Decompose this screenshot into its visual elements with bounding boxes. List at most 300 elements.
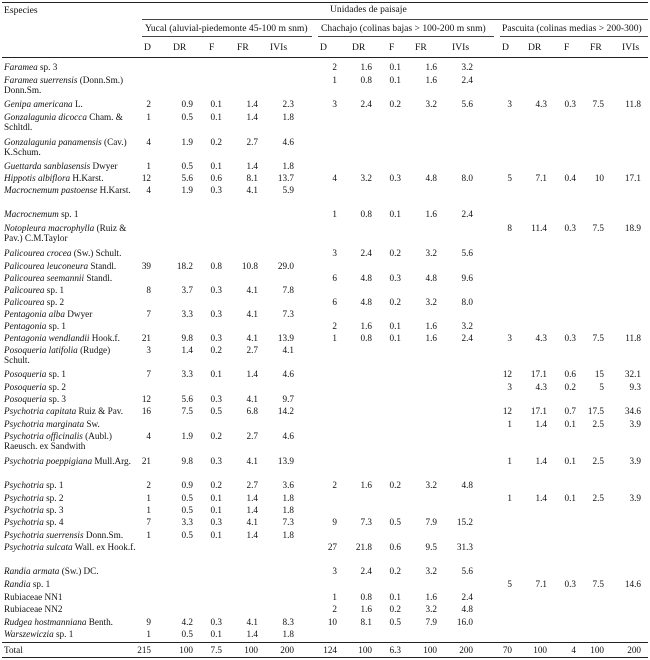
species-authority: Benth. <box>86 617 113 627</box>
species-name <box>4 333 136 343</box>
species-binomial: Palicourea <box>4 297 45 307</box>
col-header-y-dr: DR <box>173 42 187 53</box>
species-authority: sp. 3 <box>37 62 58 72</box>
cell-y-ivis: 5.9 <box>282 185 294 195</box>
cell-y-ivis: 7.3 <box>282 517 294 527</box>
cell-c-d: 3 <box>332 99 337 109</box>
species-authority: (Aubl.) Raeusch. ex Sandwith <box>4 431 112 452</box>
cell-c-dr: 0.8 <box>360 592 372 602</box>
species-name <box>4 273 136 283</box>
cell-y-f: 0.3 <box>210 309 222 319</box>
cell-c-fr: 1.6 <box>425 209 437 219</box>
cell-y-fr: 2.7 <box>246 345 258 355</box>
cell-y-d: 16 <box>141 406 151 416</box>
species-binomial: Palicourea leuconeura <box>4 261 89 271</box>
species-name <box>4 579 136 589</box>
species-name <box>4 419 136 429</box>
total-p-dr: 100 <box>533 645 547 655</box>
species-name <box>4 604 136 614</box>
cell-y-dr: 0.9 <box>181 99 193 109</box>
cell-p-d: 8 <box>507 223 512 233</box>
total-c-f: 6.3 <box>389 645 401 655</box>
cell-y-dr: 9.8 <box>181 456 193 466</box>
cell-p-d: 5 <box>507 173 512 183</box>
cell-c-dr: 7.3 <box>360 517 372 527</box>
species-name <box>4 99 136 109</box>
cell-c-fr: 3.2 <box>425 604 437 614</box>
cell-p-f: 0.4 <box>564 173 576 183</box>
cell-p-dr: 11.4 <box>531 223 547 233</box>
species-authority: Wall. ex Hook.f. <box>72 542 136 552</box>
species-binomial: Psychotria capitata <box>4 406 77 416</box>
cell-c-f: 0.5 <box>389 517 401 527</box>
species-binomial: Guettarda sanblasensis <box>4 161 91 171</box>
cell-c-dr: 1.6 <box>360 480 372 490</box>
top-rule <box>2 2 648 3</box>
cell-y-ivis: 9.7 <box>282 394 294 404</box>
species-authority: sp. 2 <box>46 382 67 392</box>
cell-p-fr: 2.5 <box>592 493 604 503</box>
species-binomial: Pentagonia alba <box>4 309 65 319</box>
cell-y-dr: 0.5 <box>181 493 193 503</box>
cell-y-f: 0.6 <box>210 173 222 183</box>
cell-c-ivis: 3.2 <box>461 321 473 331</box>
cell-y-fr: 8.1 <box>246 173 258 183</box>
group-rule-yucal <box>142 36 312 37</box>
species-binomial: Psychotria sulcata <box>4 542 73 552</box>
cell-c-ivis: 2.4 <box>461 75 473 85</box>
cell-c-fr: 1.6 <box>425 333 437 343</box>
cell-c-d: 10 <box>327 617 337 627</box>
species-binomial: Faramea suerrensis <box>4 75 78 85</box>
species-binomial: Macrocnemum pastoense <box>4 185 98 195</box>
species-authority: H.Karst. <box>97 185 131 195</box>
cell-c-f: 0.2 <box>389 248 401 258</box>
col-header-c-fr: FR <box>415 42 427 53</box>
species-authority: sp. 1 <box>43 480 64 490</box>
cell-c-ivis: 8.0 <box>461 297 473 307</box>
cell-c-fr: 1.6 <box>425 62 437 72</box>
species-binomial: Posoqueria <box>4 394 47 404</box>
species-authority: Donn.Sm. <box>83 530 124 540</box>
total-y-f: 7.5 <box>210 645 222 655</box>
total-rule <box>2 642 648 643</box>
total-c-dr: 100 <box>358 645 372 655</box>
cell-y-f: 0.1 <box>210 493 222 503</box>
cell-c-f: 0.3 <box>389 273 401 283</box>
species-name <box>4 517 136 527</box>
cell-c-dr: 2.4 <box>360 99 372 109</box>
cell-y-d: 2 <box>146 99 151 109</box>
cell-p-ivis: 18.9 <box>624 223 641 233</box>
cell-y-f: 0.1 <box>210 99 222 109</box>
total-p-f: 4 <box>571 645 576 655</box>
cell-c-ivis: 2.4 <box>461 333 473 343</box>
cell-c-fr: 4.8 <box>425 173 437 183</box>
cell-y-d: 1 <box>146 505 151 515</box>
species-name <box>4 382 136 392</box>
cell-c-dr: 4.8 <box>360 273 372 283</box>
species-name <box>4 345 136 366</box>
species-binomial: Hippotis albiflora <box>4 173 71 183</box>
species-authority: sp. 2 <box>44 297 65 307</box>
cell-p-f: 0.3 <box>564 223 576 233</box>
cell-y-dr: 0.9 <box>181 480 193 490</box>
cell-y-dr: 1.9 <box>181 137 193 147</box>
cell-y-ivis: 7.3 <box>282 309 294 319</box>
species-name <box>4 394 136 404</box>
species-binomial: Posoqueria latifolia <box>4 345 78 355</box>
species-name <box>4 75 136 96</box>
species-binomial: Randia <box>4 579 31 589</box>
group-header-chachajo: Chachajo (colinas bajas > 100-200 m snm) <box>321 23 486 34</box>
species-name <box>4 406 136 416</box>
species-binomial: Posoqueria <box>4 382 47 392</box>
cell-c-dr: 0.8 <box>360 209 372 219</box>
species-binomial: Palicourea crocea <box>4 248 72 258</box>
cell-c-fr: 3.2 <box>425 99 437 109</box>
cell-y-d: 1 <box>146 493 151 503</box>
species-name <box>4 542 136 552</box>
species-authority: sp. 1 <box>58 209 79 219</box>
cell-c-dr: 1.6 <box>360 321 372 331</box>
cell-c-dr: 1.6 <box>360 62 372 72</box>
cell-y-ivis: 14.2 <box>277 406 294 416</box>
total-p-ivis: 200 <box>627 645 641 655</box>
cell-c-ivis: 5.6 <box>461 248 473 258</box>
cell-p-d: 1 <box>507 419 512 429</box>
cell-y-ivis: 8.3 <box>282 617 294 627</box>
cell-y-dr: 0.5 <box>181 112 193 122</box>
cell-p-fr: 10 <box>594 173 604 183</box>
species-binomial: Psychotria <box>4 517 44 527</box>
cell-y-f: 0.1 <box>210 112 222 122</box>
cell-y-ivis: 1.8 <box>282 493 294 503</box>
cell-p-ivis: 17.1 <box>624 173 641 183</box>
species-binomial: Posoqueria <box>4 369 47 379</box>
cell-y-ivis: 1.8 <box>282 505 294 515</box>
cell-y-fr: 1.4 <box>246 161 258 171</box>
cell-y-d: 4 <box>146 137 151 147</box>
cell-y-f: 0.2 <box>210 137 222 147</box>
header-rule <box>2 57 648 58</box>
cell-y-d: 9 <box>146 617 151 627</box>
cell-y-d: 12 <box>141 173 151 183</box>
species-authority: (Cav.) K.Schum. <box>4 137 127 158</box>
cell-y-dr: 3.7 <box>181 285 193 295</box>
cell-c-dr: 1.6 <box>360 604 372 614</box>
cell-c-d: 27 <box>327 542 337 552</box>
cell-c-fr: 7.9 <box>425 517 437 527</box>
species-binomial: Psychotria suerrensis <box>4 530 84 540</box>
species-authority: Sw. <box>84 419 100 429</box>
species-binomial: Psychotria <box>4 480 44 490</box>
total-y-d: 215 <box>137 645 151 655</box>
species-binomial: Palicourea <box>4 285 45 295</box>
cell-y-d: 21 <box>141 456 151 466</box>
cell-c-fr: 3.2 <box>425 248 437 258</box>
cell-y-ivis: 3.6 <box>282 480 294 490</box>
cell-c-fr: 3.2 <box>425 297 437 307</box>
cell-c-f: 0.5 <box>389 617 401 627</box>
cell-p-d: 3 <box>507 333 512 343</box>
cell-c-f: 0.1 <box>389 321 401 331</box>
cell-y-fr: 1.4 <box>246 369 258 379</box>
species-binomial: Rudgea hostmanniana <box>4 617 87 627</box>
cell-y-d: 1 <box>146 629 151 639</box>
species-authority: (Sw.) DC. <box>59 566 99 576</box>
species-name <box>4 161 136 171</box>
cell-y-fr: 1.4 <box>246 505 258 515</box>
cell-y-f: 0.3 <box>210 394 222 404</box>
cell-p-d: 1 <box>507 493 512 503</box>
cell-c-d: 1 <box>332 209 337 219</box>
species-name <box>4 480 136 490</box>
cell-y-dr: 1.9 <box>181 431 193 441</box>
cell-p-fr: 7.5 <box>592 333 604 343</box>
cell-c-d: 6 <box>332 297 337 307</box>
cell-c-f: 0.3 <box>389 173 401 183</box>
cell-p-fr: 5 <box>599 382 604 392</box>
species-name <box>4 297 136 307</box>
col-header-c-f: F <box>389 42 395 53</box>
cell-c-fr: 9.5 <box>425 542 437 552</box>
cell-c-dr: 0.8 <box>360 75 372 85</box>
cell-y-f: 0.5 <box>210 406 222 416</box>
species-name <box>4 185 136 195</box>
cell-y-fr: 2.7 <box>246 137 258 147</box>
cell-c-ivis: 2.4 <box>461 592 473 602</box>
cell-y-f: 0.2 <box>210 431 222 441</box>
cell-p-f: 0.1 <box>564 456 576 466</box>
species-authority: Rubiaceae NN1 <box>4 592 63 602</box>
cell-y-dr: 3.3 <box>181 369 193 379</box>
cell-y-ivis: 2.3 <box>282 99 294 109</box>
species-authority: Standl. <box>84 273 113 283</box>
group-header-yucal: Yucal (aluvial-piedemonte 45-100 m snm) <box>145 23 308 34</box>
cell-p-f: 0.3 <box>564 579 576 589</box>
cell-p-dr: 4.3 <box>535 333 547 343</box>
cell-p-ivis: 9.3 <box>629 382 641 392</box>
cell-c-f: 0.2 <box>389 99 401 109</box>
cell-y-f: 0.3 <box>210 333 222 343</box>
species-name <box>4 321 136 331</box>
total-y-fr: 100 <box>244 645 258 655</box>
cell-c-dr: 2.4 <box>360 248 372 258</box>
species-binomial: Psychotria <box>4 493 44 503</box>
cell-y-f: 0.2 <box>210 480 222 490</box>
cell-c-f: 0.2 <box>389 480 401 490</box>
species-binomial: Psychotria marginata <box>4 419 85 429</box>
species-authority: sp. 1 <box>46 369 67 379</box>
cell-y-fr: 4.1 <box>246 285 258 295</box>
cell-y-ivis: 4.1 <box>282 345 294 355</box>
group-rule-chachajo <box>318 36 494 37</box>
cell-y-dr: 1.9 <box>181 185 193 195</box>
cell-y-fr: 1.4 <box>246 530 258 540</box>
species-authority: sp. 1 <box>30 579 51 589</box>
cell-y-fr: 2.7 <box>246 480 258 490</box>
cell-c-dr: 3.2 <box>360 173 372 183</box>
total-p-fr: 100 <box>590 645 604 655</box>
cell-y-fr: 1.4 <box>246 99 258 109</box>
species-name <box>4 431 136 452</box>
col-header-y-d: D <box>144 42 151 53</box>
cell-c-ivis: 2.4 <box>461 209 473 219</box>
cell-y-ivis: 29.0 <box>277 261 294 271</box>
cell-c-d: 1 <box>332 75 337 85</box>
total-c-d: 124 <box>323 645 337 655</box>
species-authority: (Donn.Sm.) Donn.Sm. <box>4 75 124 96</box>
species-binomial: Warszewiczia <box>4 629 54 639</box>
species-name <box>4 173 136 183</box>
cell-c-fr: 7.9 <box>425 617 437 627</box>
col-header-p-ivis: IVIs <box>622 42 640 53</box>
cell-y-dr: 1.4 <box>181 345 193 355</box>
cell-c-d: 1 <box>332 333 337 343</box>
col-header-p-dr: DR <box>528 42 542 53</box>
species-name <box>4 493 136 503</box>
cell-c-ivis: 31.3 <box>456 542 473 552</box>
cell-y-f: 0.1 <box>210 629 222 639</box>
cell-y-f: 0.8 <box>210 261 222 271</box>
cell-c-ivis: 9.6 <box>461 273 473 283</box>
cell-y-fr: 4.1 <box>246 309 258 319</box>
cell-p-dr: 17.1 <box>530 406 547 416</box>
cell-y-fr: 10.8 <box>241 261 258 271</box>
cell-p-fr: 15 <box>594 369 604 379</box>
cell-p-d: 12 <box>502 369 512 379</box>
species-name <box>4 248 136 258</box>
cell-y-f: 0.3 <box>210 285 222 295</box>
cell-c-ivis: 4.8 <box>461 604 473 614</box>
species-authority: Rubiaceae NN2 <box>4 604 63 614</box>
cell-p-fr: 2.5 <box>592 419 604 429</box>
cell-y-dr: 0.5 <box>181 530 193 540</box>
species-authority: sp. 1 <box>53 629 74 639</box>
cell-p-ivis: 3.9 <box>629 493 641 503</box>
species-binomial: Randia armata <box>4 566 60 576</box>
species-authority: sp. 3 <box>43 505 64 515</box>
total-c-ivis: 200 <box>459 645 473 655</box>
landscape-units-header: Unidades de paisaje <box>330 4 407 15</box>
cell-c-f: 0.2 <box>389 566 401 576</box>
cell-y-ivis: 1.8 <box>282 161 294 171</box>
total-c-fr: 100 <box>423 645 437 655</box>
species-binomial: Gonzalagunia panamensis <box>4 137 102 147</box>
cell-p-fr: 17.5 <box>587 406 604 416</box>
col-header-c-dr: DR <box>352 42 366 53</box>
cell-c-f: 0.1 <box>389 333 401 343</box>
species-name <box>4 137 136 158</box>
cell-c-d: 4 <box>332 173 337 183</box>
cell-y-f: 0.2 <box>210 345 222 355</box>
species-authority: sp. 4 <box>43 517 64 527</box>
cell-c-dr: 0.8 <box>360 333 372 343</box>
cell-c-fr: 3.2 <box>425 480 437 490</box>
cell-c-d: 2 <box>332 480 337 490</box>
cell-p-ivis: 11.8 <box>625 333 641 343</box>
cell-y-ivis: 1.8 <box>282 530 294 540</box>
cell-p-dr: 17.1 <box>530 369 547 379</box>
cell-c-d: 6 <box>332 273 337 283</box>
col-header-y-fr: FR <box>237 42 249 53</box>
cell-c-fr: 3.2 <box>425 566 437 576</box>
cell-c-dr: 21.8 <box>355 542 372 552</box>
cell-p-f: 0.7 <box>564 406 576 416</box>
cell-c-f: 0.1 <box>389 75 401 85</box>
species-authority: Standl. <box>88 261 117 271</box>
cell-c-dr: 8.1 <box>360 617 372 627</box>
cell-p-fr: 7.5 <box>592 99 604 109</box>
cell-y-fr: 4.1 <box>246 456 258 466</box>
cell-c-ivis: 3.2 <box>461 62 473 72</box>
cell-c-d: 1 <box>332 592 337 602</box>
species-name <box>4 505 136 515</box>
cell-y-f: 0.3 <box>210 517 222 527</box>
cell-p-fr: 7.5 <box>592 223 604 233</box>
cell-p-f: 0.6 <box>564 369 576 379</box>
bottom-rule <box>2 657 648 658</box>
cell-c-dr: 2.4 <box>360 566 372 576</box>
species-authority: (Ruiz & Pav.) C.M.Taylor <box>4 223 127 244</box>
cell-y-fr: 2.7 <box>246 431 258 441</box>
cell-y-dr: 0.5 <box>181 161 193 171</box>
species-header: Especies <box>4 5 38 16</box>
col-header-c-ivis: IVIs <box>452 42 470 53</box>
cell-p-d: 3 <box>507 99 512 109</box>
cell-p-dr: 7.1 <box>535 173 547 183</box>
cell-c-ivis: 16.0 <box>456 617 473 627</box>
cell-y-ivis: 4.6 <box>282 431 294 441</box>
cell-y-f: 0.3 <box>210 185 222 195</box>
cell-y-fr: 4.1 <box>246 394 258 404</box>
cell-y-f: 0.3 <box>210 617 222 627</box>
cell-p-dr: 1.4 <box>535 456 547 466</box>
cell-c-d: 9 <box>332 517 337 527</box>
species-authority: Mull.Arg. <box>92 456 131 466</box>
cell-c-f: 0.1 <box>389 62 401 72</box>
species-name <box>4 209 136 219</box>
cell-c-d: 3 <box>332 248 337 258</box>
cell-p-fr: 2.5 <box>592 456 604 466</box>
cell-c-f: 0.1 <box>389 592 401 602</box>
col-header-p-fr: FR <box>590 42 602 53</box>
cell-y-d: 1 <box>146 161 151 171</box>
total-y-ivis: 200 <box>280 645 294 655</box>
cell-p-d: 12 <box>502 406 512 416</box>
cell-p-dr: 4.3 <box>535 382 547 392</box>
cell-p-f: 0.3 <box>564 333 576 343</box>
cell-p-dr: 1.4 <box>535 419 547 429</box>
cell-p-ivis: 14.6 <box>624 579 641 589</box>
cell-y-d: 1 <box>146 112 151 122</box>
cell-p-d: 1 <box>507 456 512 466</box>
species-authority: Hook.f. <box>89 333 120 343</box>
col-header-c-d: D <box>320 42 327 53</box>
cell-y-d: 7 <box>146 369 151 379</box>
cell-y-f: 0.1 <box>210 530 222 540</box>
species-authority: Cham. & Schltdl. <box>4 112 123 133</box>
cell-y-d: 8 <box>146 285 151 295</box>
species-name <box>4 309 136 319</box>
cell-c-f: 0.6 <box>389 542 401 552</box>
cell-y-dr: 0.5 <box>181 505 193 515</box>
group-rule-pascuita <box>500 36 648 37</box>
cell-y-f: 0.1 <box>210 161 222 171</box>
cell-c-ivis: 15.2 <box>456 517 473 527</box>
species-authority: sp. 1 <box>46 321 67 331</box>
